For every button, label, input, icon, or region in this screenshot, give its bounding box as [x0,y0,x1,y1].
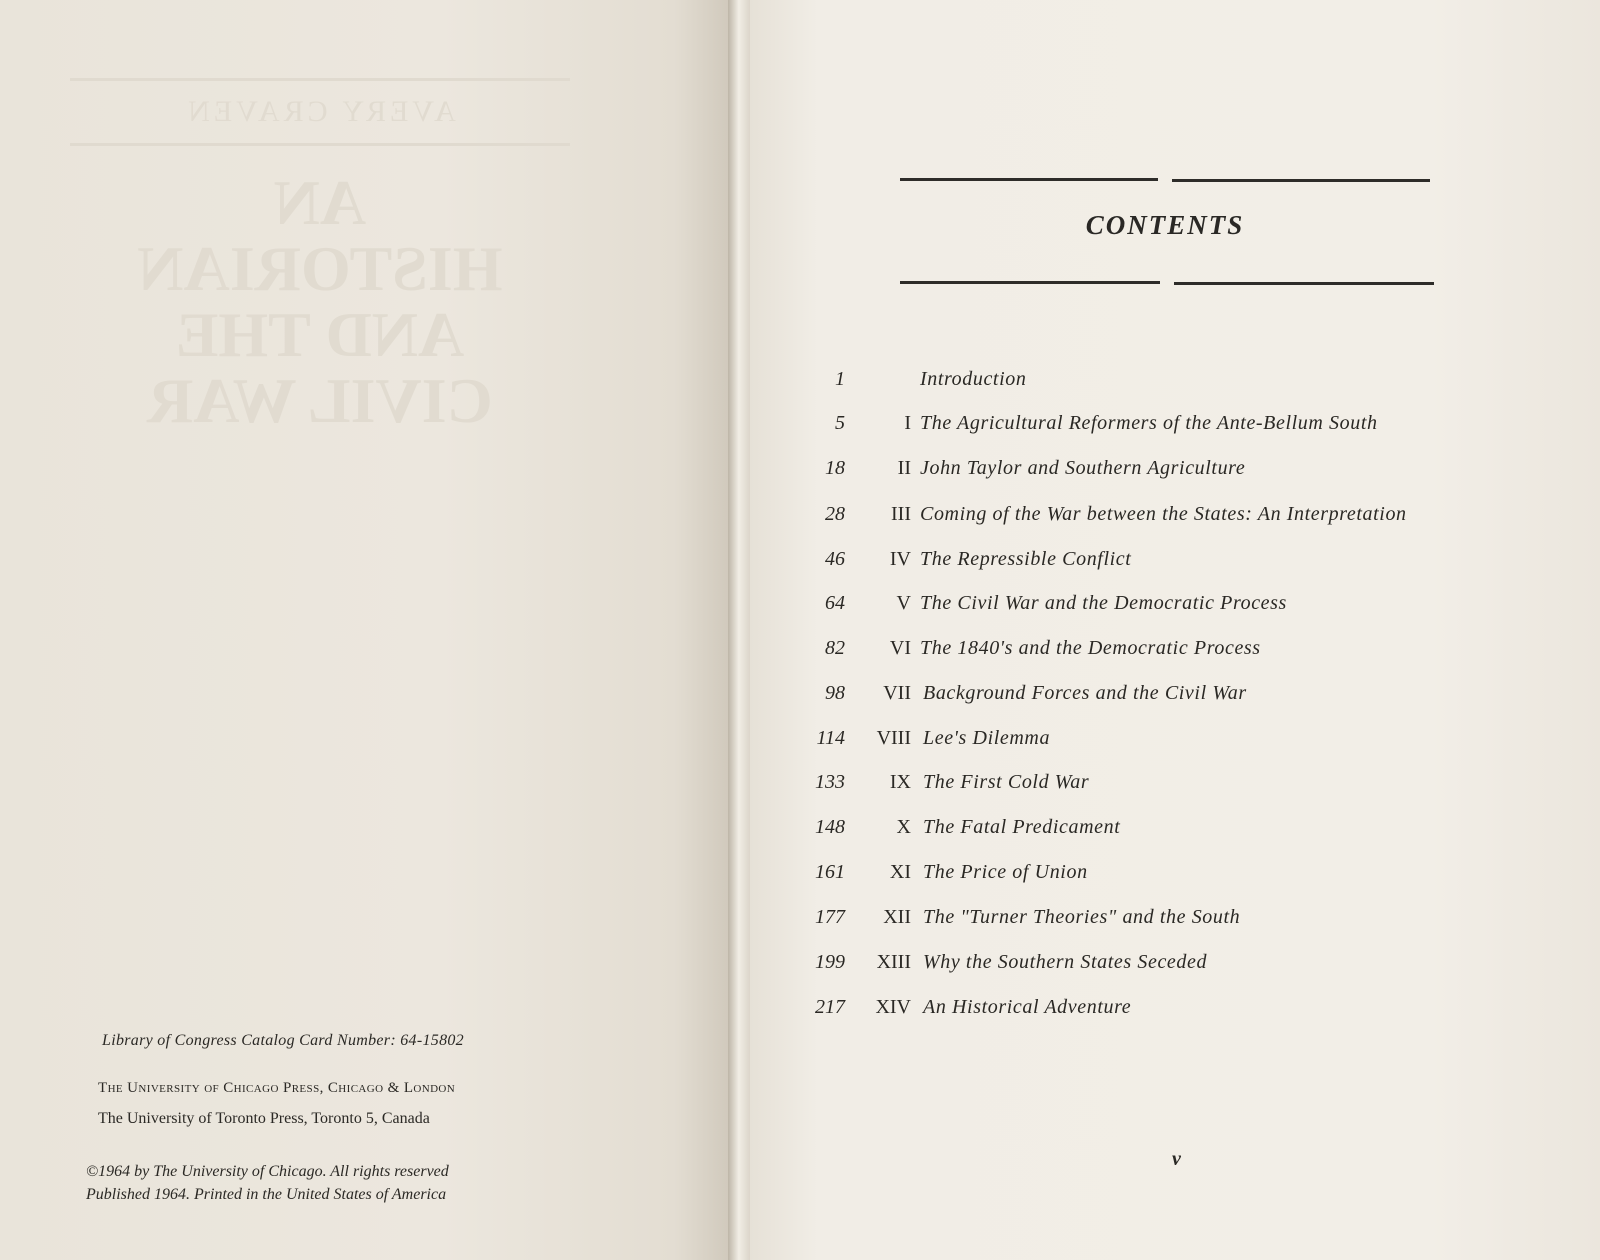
show-through-author: AVERY CRAVEN [184,95,456,128]
toc-page-number: 98 [825,682,845,704]
toc-chapter-title: Background Forces and the Civil War [923,682,1247,704]
toc-page-number: 82 [825,637,845,659]
toc-page-number: 1 [835,368,845,390]
toc-chapter-numeral: XI [889,861,911,883]
toc-chapter-title: The "Turner Theories" and the South [923,906,1241,928]
toc-chapter-title: John Taylor and Southern Agriculture [920,457,1246,479]
toc-page-number: 46 [825,548,845,570]
publisher-chicago: The University of Chicago Press, Chicago & London [98,1080,456,1096]
toc-page-number: 177 [815,906,845,928]
toc-chapter-numeral: I [904,412,911,434]
catalog-card-number: Library of Congress Catalog Card Number: 64-15802 [102,1032,464,1049]
bottom-rule-right [1174,282,1434,285]
toc-chapter-title: The Price of Union [923,861,1088,883]
toc-chapter-numeral: VI [889,637,911,659]
published-line: Published 1964. Printed in the United States of America [86,1186,447,1203]
toc-chapter-numeral: XIV [875,996,911,1018]
toc-page-number: 199 [815,951,845,973]
right-page [750,0,1600,1260]
contents-heading: CONTENTS [1085,210,1245,240]
toc-page-number: 64 [825,592,845,614]
toc-page-number: 148 [815,816,845,838]
toc-chapter-numeral: II [897,457,911,479]
toc-chapter-title: The 1840's and the Democratic Process [920,637,1261,659]
book-gutter [728,0,752,1260]
show-through-rule [70,78,570,81]
toc-page-number: 161 [815,861,845,883]
toc-chapter-numeral: X [896,816,911,838]
top-rule-left [900,178,1158,181]
show-through-line: AND THE [175,299,465,370]
show-through-line: AN [273,167,367,238]
toc-page-number: 5 [835,412,845,434]
toc-chapter-title: The Civil War and the Democratic Process [920,592,1287,614]
toc-page-number: 217 [815,996,845,1018]
toc-chapter-numeral: XIII [876,951,911,973]
toc-chapter-numeral: IX [889,771,911,793]
copyright-line: ©1964 by The University of Chicago. All rights reserved [86,1163,449,1180]
show-through-line: HISTORIAN [137,233,503,304]
toc-chapter-numeral: VII [883,682,911,704]
toc-chapter-title: The First Cold War [923,771,1090,793]
publisher-toronto: The University of Toronto Press, Toronto 5, Canada [98,1110,430,1127]
toc-chapter-numeral: V [896,592,911,614]
left-page [0,0,733,1260]
bottom-rule-left [900,281,1160,284]
toc-chapter-numeral: XII [883,906,911,928]
toc-page-number: 28 [825,503,845,525]
show-through-title-text [60,167,580,436]
toc-page-number: 133 [815,771,845,793]
toc-chapter-title: Why the Southern States Seceded [923,951,1208,973]
page-folio: v [1172,1148,1181,1170]
toc-chapter-numeral: IV [889,548,911,570]
toc-chapter-title: The Fatal Predicament [923,816,1121,838]
show-through-line: CIVIL WAR [147,365,493,436]
toc-chapter-title: The Agricultural Reformers of the Ante-Bellum South [920,412,1378,434]
show-through-title [60,70,580,434]
toc-chapter-numeral: VIII [876,727,911,749]
toc-chapter-title: An Historical Adventure [923,996,1132,1018]
toc-page-number: 114 [816,727,845,749]
toc-page-number: 18 [825,457,845,479]
toc-chapter-title: Lee's Dilemma [923,727,1051,749]
show-through-rule [70,143,570,146]
toc-chapter-title: The Repressible Conflict [920,548,1132,570]
toc-chapter-numeral: III [891,503,911,525]
toc-chapter-title: Introduction [920,368,1027,390]
toc-chapter-title: Coming of the War between the States: An Interpretation [920,503,1407,525]
top-rule-right [1172,179,1430,182]
